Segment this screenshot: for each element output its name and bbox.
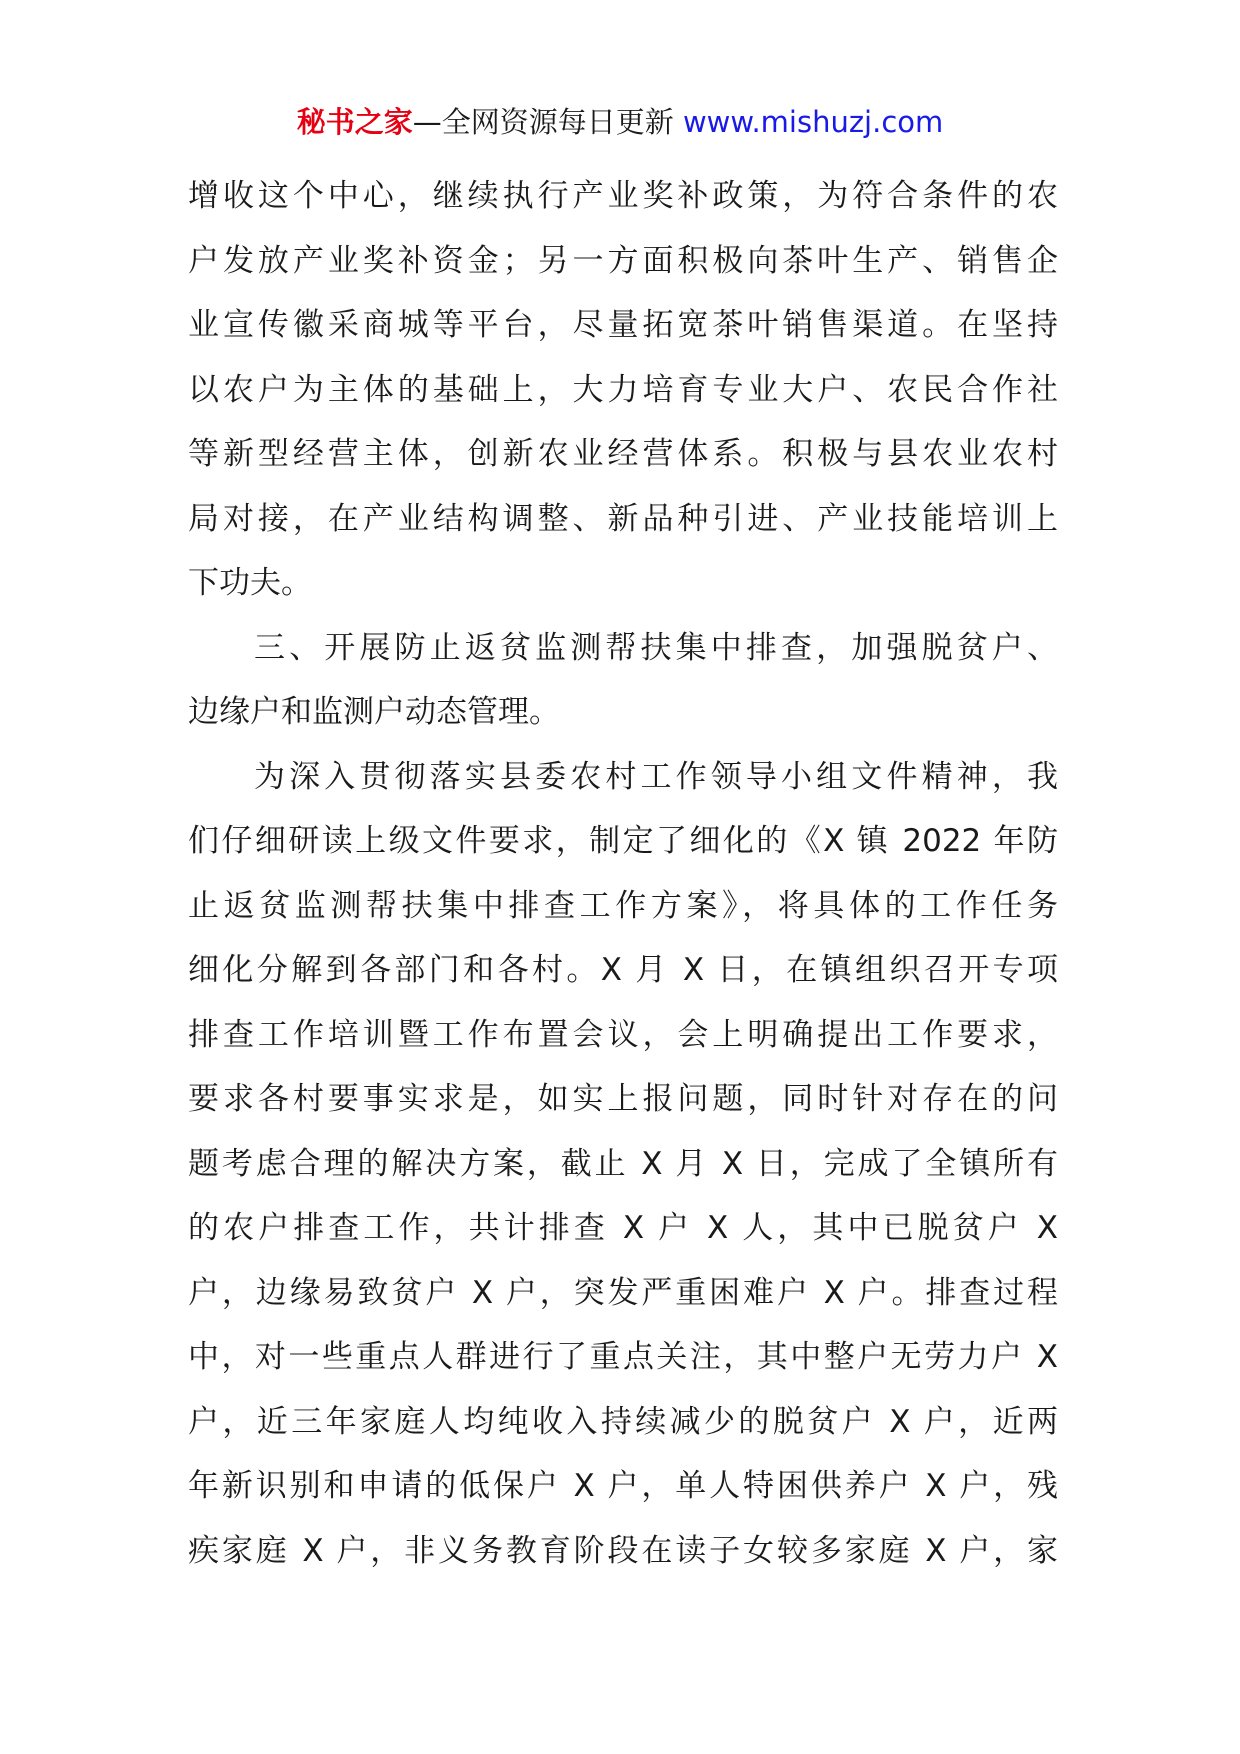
text-line: 排查工作培训暨工作布置会议，会上明确提出工作要求， [188,1016,1058,1053]
page-header [0,102,1240,142]
text-line: 止返贫监测帮扶集中排查工作方案》，将具体的工作任务 [188,887,1058,924]
text-line: 等新型经营主体，创新农业经营体系。积极与县农业农村 [188,436,1058,472]
text-line: 业宣传徽采商城等平台，尽量拓宽茶叶销售渠道。在坚持 [188,307,1058,343]
text-line: 下功夫。 [188,565,312,601]
text-line: 户，近三年家庭人均纯收入持续减少的脱贫户 X 户，近两 [188,1403,1058,1440]
text-line: 局对接，在产业结构调整、新品种引进、产业技能培训上 [188,500,1058,537]
site-url-link[interactable]: www.mishuzj.com [682,105,944,139]
brand-name: 秘书之家 [296,105,413,139]
text-line: 们仔细研读上级文件要求，制定了细化的《X 镇 2022 年防 [188,823,1058,859]
text-line: 户，边缘易致贫户 X 户，突发严重困难户 X 户。排查过程 [188,1274,1058,1311]
text-line: 增收这个中心，继续执行产业奖补政策，为符合条件的农 [188,178,1058,214]
text-line: 细化分解到各部门和各村。X 月 X 日，在镇组织召开专项 [188,952,1058,988]
section-heading-line: 三、开展防止返贫监测帮扶集中排查，加强脱贫户、 [254,629,1058,666]
text-line: 年新识别和申请的低保户 X 户，单人特困供养户 X 户，残 [188,1468,1058,1504]
document-body [188,164,1058,1583]
text-line: 以农户为主体的基础上，大力培育专业大户、农民合作社 [188,371,1058,408]
text-line: 为深入贯彻落实县委农村工作领导小组文件精神，我 [254,758,1058,795]
text-line: 疾家庭 X 户，非义务教育阶段在读子女较多家庭 X 户，家 [188,1532,1058,1569]
text-line: 户发放产业奖补资金；另一方面积极向茶叶生产、销售企 [188,242,1058,279]
text-line: 题考虑合理的解决方案，截止 X 月 X 日，完成了全镇所有 [188,1145,1058,1182]
text-line: 要求各村要事实求是，如实上报问题，同时针对存在的问 [188,1081,1058,1117]
section-heading-line: 边缘户和监测户动态管理。 [188,694,560,730]
text-line: 的农户排查工作，共计排查 X 户 X 人，其中已脱贫户 X [188,1210,1058,1246]
header-tagline: —全网资源每日更新 [412,105,683,139]
text-line: 中，对一些重点人群进行了重点关注，其中整户无劳力户 X [188,1339,1058,1375]
